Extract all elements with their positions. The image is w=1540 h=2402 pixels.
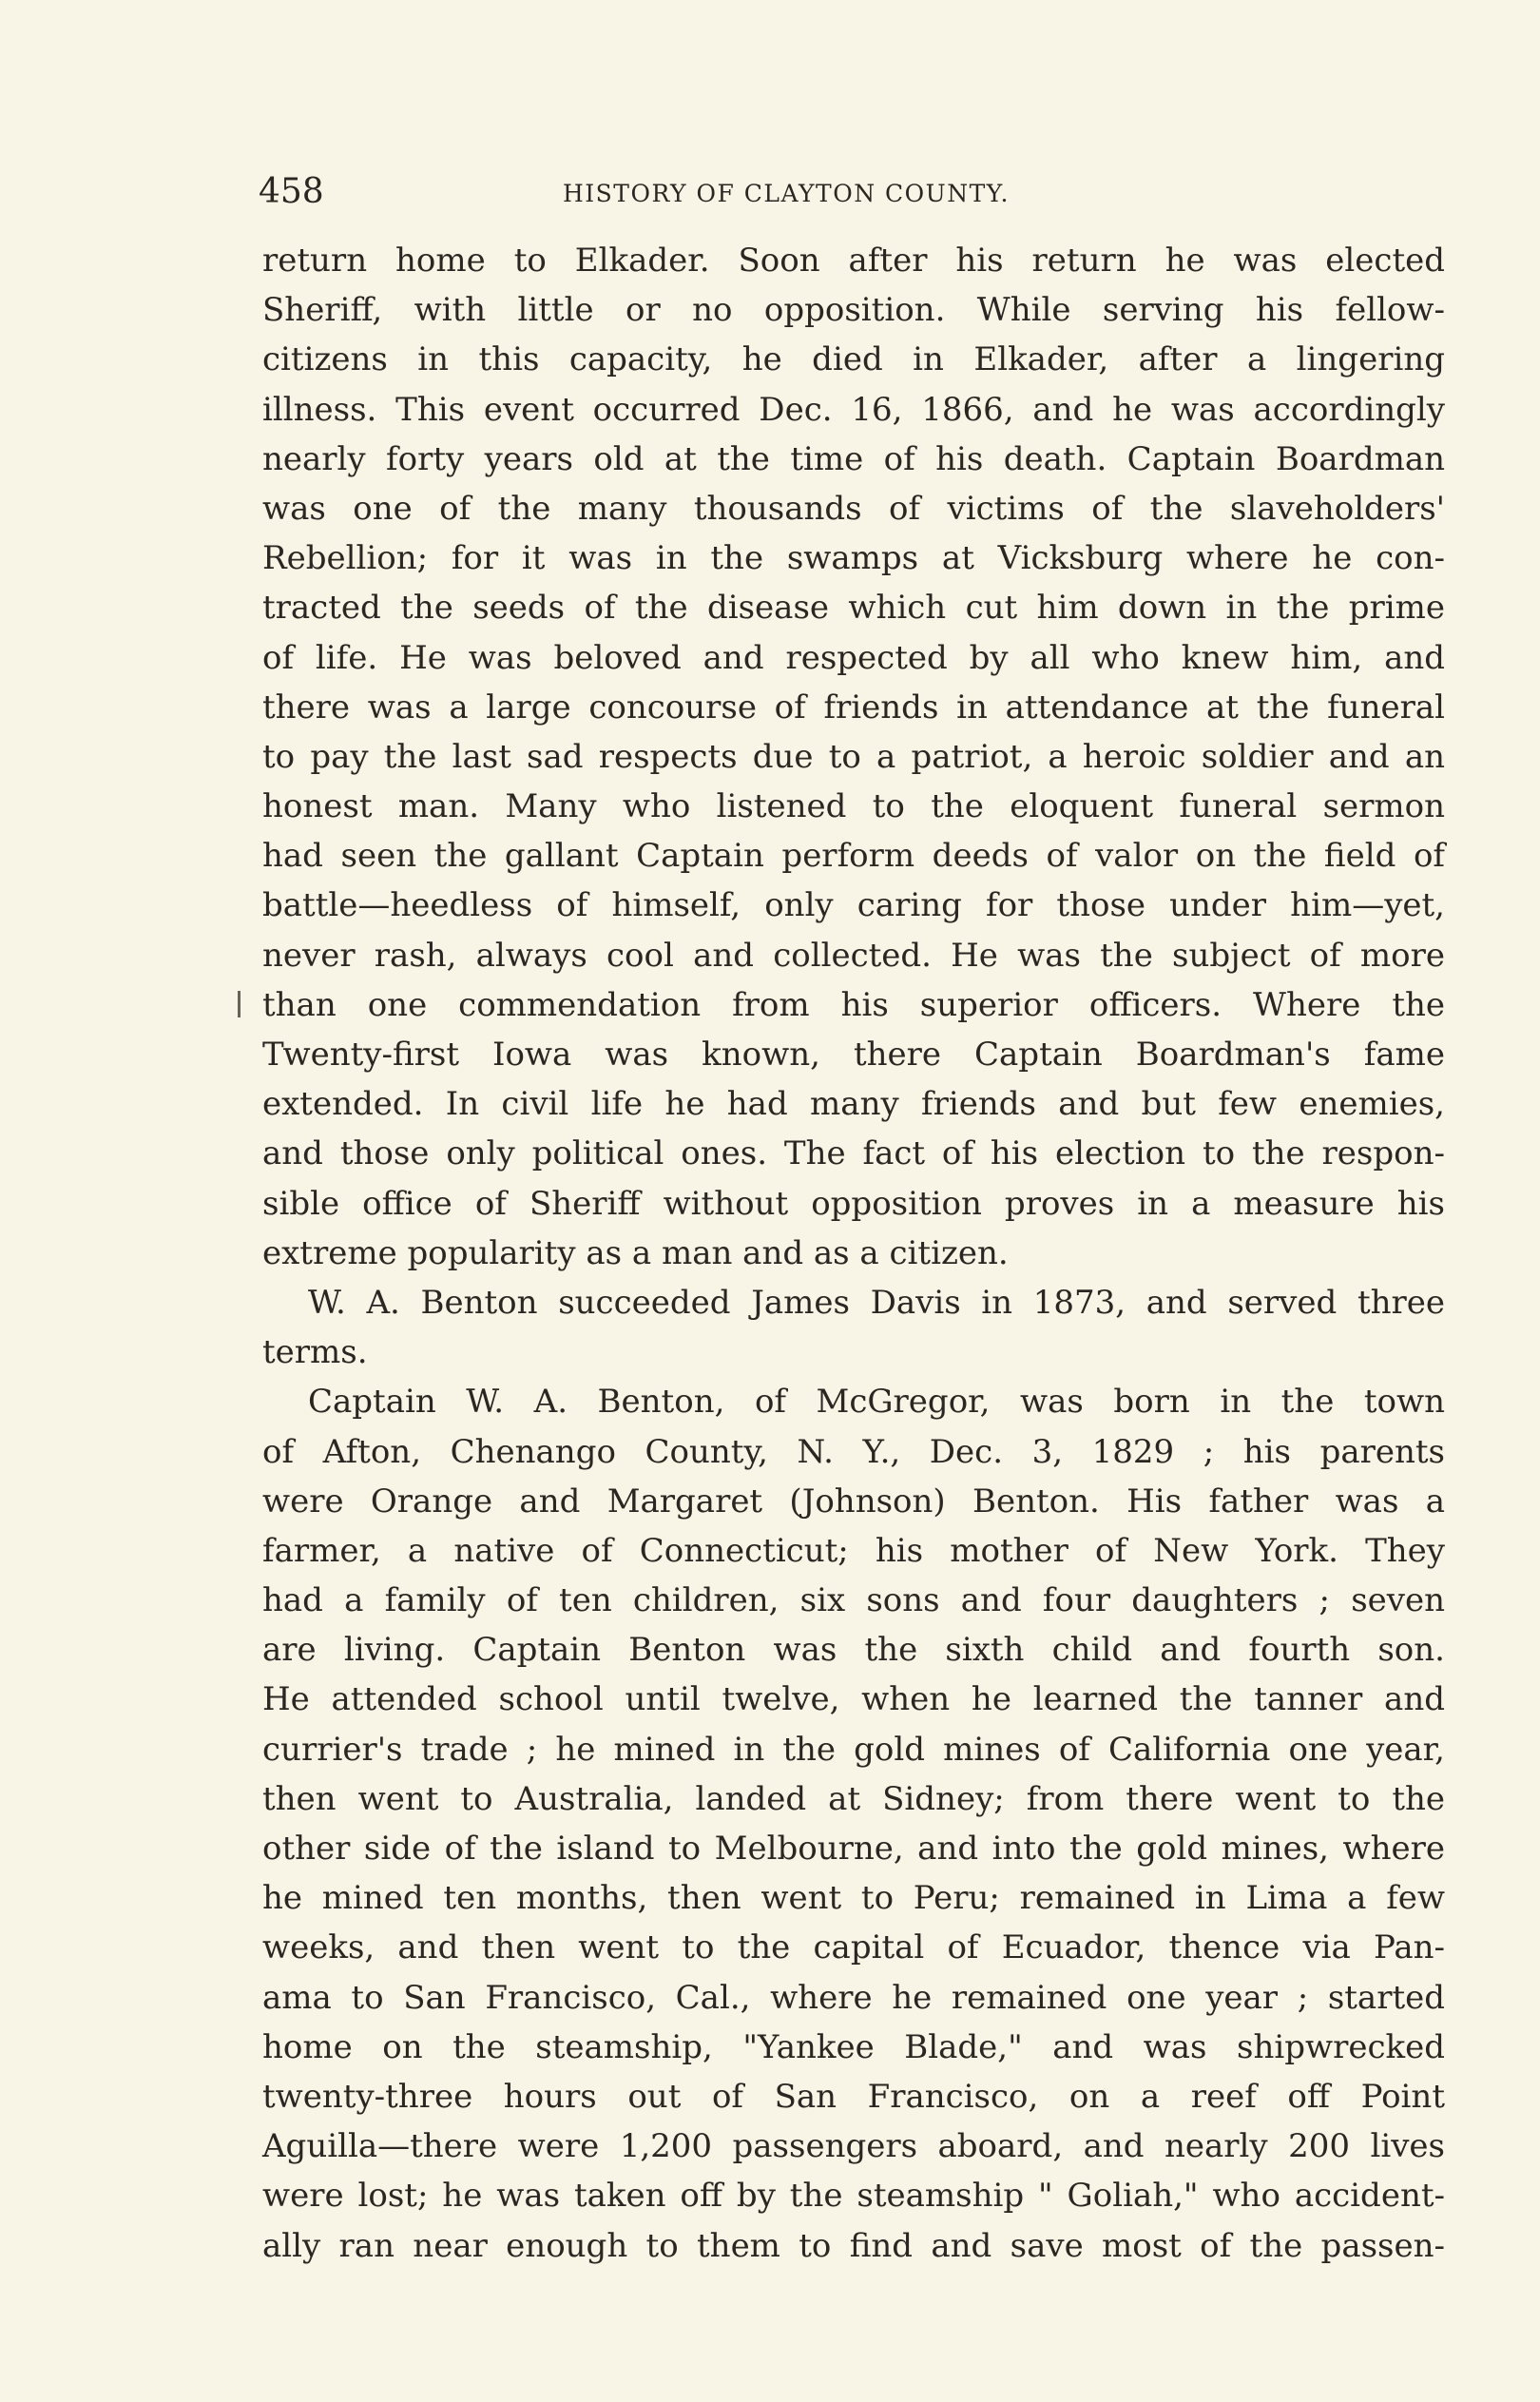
text-line: battle—heedless of himself, only caring for those under him—yet, [262,886,1445,925]
text-line: ally ran near enough to them to find and save most of the passen- [262,2226,1445,2265]
text-line: Twenty-first Iowa was known, there Captain Boardman's fame [262,1036,1445,1074]
text-line: are living. Captain Benton was the sixth child and fourth son. [262,1631,1445,1670]
text-line: tracted the seeds of the disease which cut him down in the prime [262,589,1445,628]
running-head: HISTORY OF CLAYTON COUNTY. [563,180,1011,207]
text-line: extended. In civil life he had many friends and but few enemies, [262,1085,1445,1124]
text-line: He attended school until twelve, when he learned the tanner and [262,1680,1445,1719]
page-number: 458 [259,172,324,211]
text-line: was one of the many thousands of victims of the slaveholders' [262,489,1445,528]
text-line: of life. He was beloved and respected by all who knew him, and [262,638,1445,677]
page-header [259,169,1266,215]
text-line: had seen the gallant Captain perform deeds of valor on the field of [262,837,1445,876]
text-line: had a family of ten children, six sons and four daughters ; seven [262,1581,1445,1620]
text-line: were Orange and Margaret (Johnson) Benton. His father was a [262,1482,1445,1521]
text-line: farmer, a native of Connecticut; his mother of New York. They [262,1531,1445,1570]
paragraph-end-line: terms. [262,1333,368,1372]
text-line: honest man. Many who listened to the eloquent funeral sermon [262,787,1445,826]
text-line: to pay the last sad respects due to a patriot, a heroic soldier and an [262,737,1445,776]
text-line: Aguilla—there were 1,200 passengers aboard, and nearly 200 lives [262,2127,1445,2166]
text-line: illness. This event occurred Dec. 16, 1866, and he was accordingly [262,390,1445,429]
text-line: other side of the island to Melbourne, and into the gold mines, where [262,1830,1445,1868]
text-line: then went to Australia, landed at Sidney; from there went to the [262,1779,1445,1818]
text-line: never rash, always cool and collected. He was the subject of more [262,936,1445,975]
text-line: return home to Elkader. Soon after his return he was elected [262,242,1445,280]
text-line: currier's trade ; he mined in the gold mines of California one year, [262,1730,1445,1769]
text-line: citizens in this capacity, he died in Elkader, after a lingering [262,340,1445,379]
text-line: twenty-three hours out of San Francisco, on a reef off Point [262,2077,1445,2116]
paragraph-start-line: W. A. Benton succeeded James Davis in 1873, and served three [308,1283,1445,1322]
text-line: ama to San Francisco, Cal., where he remained one year ; started [262,1978,1445,2017]
text-line: nearly forty years old at the time of his death. Captain Boardman [262,439,1445,478]
text-line: and those only political ones. The fact of his election to the respon- [262,1134,1445,1173]
text-line: sible office of Sheriff without opposition proves in a measure his [262,1184,1445,1223]
text-line: Sheriff, with little or no opposition. While serving his fellow- [262,291,1445,330]
paragraph-end-line: extreme popularity as a man and as a citizen. [262,1233,1009,1272]
text-line: there was a large concourse of friends in attendance at the funeral [262,688,1445,726]
text-line: of Afton, Chenango County, N. Y., Dec. 3, 1829 ; his parents [262,1432,1445,1471]
text-line: Rebellion; for it was in the swamps at Vicksburg where he con- [262,539,1445,578]
text-line: weeks, and then went to the capital of Ecuador, thence via Pan- [262,1928,1445,1967]
text-line: he mined ten months, then went to Peru; remained in Lima a few [262,1879,1445,1918]
paragraph-start-line: Captain W. A. Benton, of McGregor, was born in the town [308,1383,1445,1422]
text-line: were lost; he was taken off by the steamship " Goliah," who accident- [262,2177,1445,2216]
text-line: than one commendation from his superior officers. Where the [262,985,1445,1024]
margin-mark [238,991,241,1017]
text-line: home on the steamship, "Yankee Blade," and was shipwrecked [262,2027,1445,2066]
body-text [262,236,1445,2271]
